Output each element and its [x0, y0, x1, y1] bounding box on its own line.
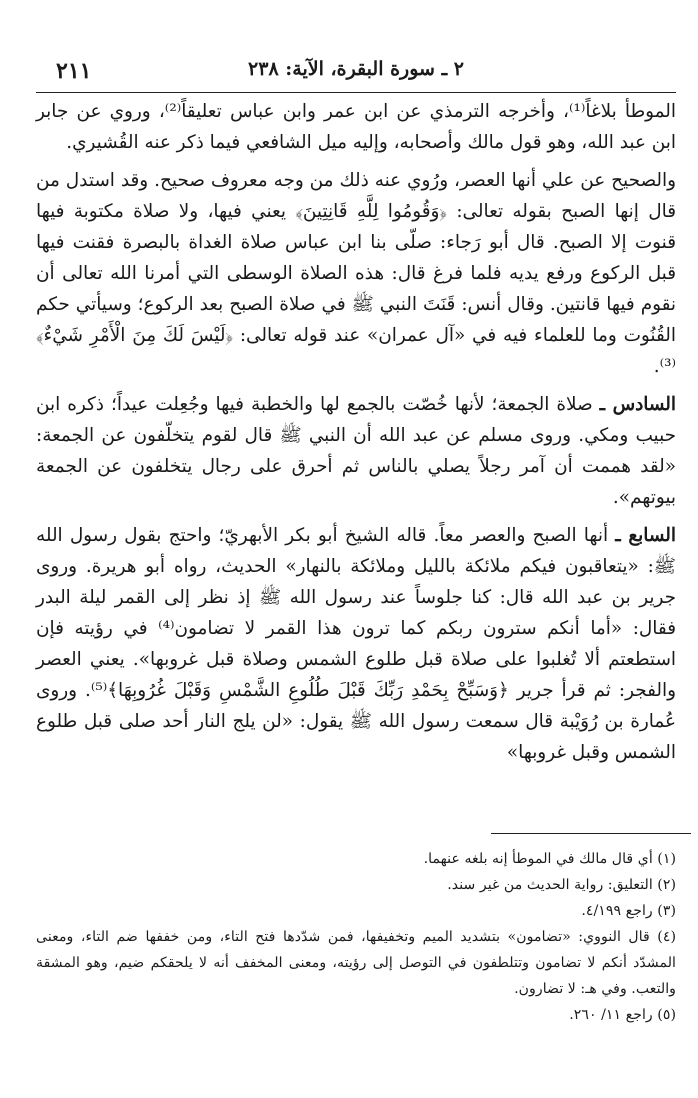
sixth-opinion-heading: السادس ـ	[599, 394, 676, 415]
paragraph-sixth-opinion	[36, 389, 676, 513]
seventh-opinion-text: أنها الصبح والعصر معاً. قاله الشيخ أبو بكر الأبهريّ؛ واحتج بقول رسول الله ﷺ: «يتعاقبون فيكم ملائكة بالليل وملائكة بالنهار» الحديث، رواه أبو هريرة. وروى جرير بن عبد الله قال: كنا جلوساً عند رسول الله ﷺ إذ نظر إلى القمر ليلة البدر فقال: «أما أنكم سترون ربكم كما ترون هذا القمر لا تضامون⁽⁴⁾ في رؤيته فإن استطعتم ألا تُغلبوا على صلاة قبل طلوع الشمس وصلاة قبل غروبها». يعني العصر والفجر: ثم قرأ جرير ﴿وَسَبِّحْ بِحَمْدِ رَبِّكَ قَبْلَ طُلُوعِ الشَّمْسِ وَقَبْلَ غُرُوبِهَا﴾⁽⁵⁾. وروى عُمارة بن رُوَيْبة قال سمعت رسول الله ﷺ يقول: «لن يلج النار أحد صلى قبل طلوع الشمس وقبل غروبها»	[36, 525, 676, 763]
book-page	[36, 56, 676, 1076]
footnote-1: (١) أي قال مالك في الموطأ إنه بلغه عنهما.	[423, 851, 676, 867]
main-text	[36, 96, 676, 768]
surah-verse-title: ٢ ـ سورة البقرة، الآية: ٢٣٨	[248, 58, 464, 80]
seventh-opinion-heading: السابع ـ	[615, 525, 676, 546]
paragraph-2: والصحيح عن علي أنها العصر، ورُوي عنه ذلك من وجه معروف صحيح. وقد استدل من قال إنها الصبح بقوله تعالى: ﴿وَقُومُوا لِلَّهِ قَانِتِينَ﴾ يعني فيها، ولا صلاة مكتوبة فيها قنوت إلا الصبح. قال أبو رَجاء: صلّى بنا ابن عباس صلاة الغداة بالبصرة فقنت فيها قبل الركوع ورفع يديه فلما فرغ قال: هذه الصلاة الوسطى التي أمرنا الله تعالى أن نقوم فيها قانتين. وقال أنس: قَنَتَ النبي ﷺ في صلاة الصبح بعد الركوع؛ وسيأتي حكم القُنُوت وما للعلماء فيه في «آل عمران» عند قوله تعالى: ﴿لَيْسَ لَكَ مِنَ الْأَمْرِ شَيْءٌ﴾⁽³⁾.	[36, 170, 676, 377]
footnote-4: (٤) قال النووي: «تضامون» بتشديد الميم وتخفيفها، فمن شدّدها فتح التاء، ومن خففها ضم التاء، ومعنى المشدّد أنكم لا تضامون وتتلطفون في التوصل إلى رؤيته، ومعنى المخفف أنه لا يلحقكم ضيم، وهو المشقة والتعب. وفي هـ: لا تضارون.	[36, 929, 676, 997]
footnote-2: (٢) التعليق: رواية الحديث من غير سند.	[447, 877, 676, 893]
footnote-5: (٥) راجع ١١/ ٢٦٠.	[569, 1007, 676, 1023]
paragraph-1: الموطأ بلاغاً⁽¹⁾، وأخرجه الترمذي عن ابن عمر وابن عباس تعليقاً⁽²⁾، وروي عن جابر ابن عبد الله، وهو قول مالك وأصحابه، وإليه ميل الشافعي فيما ذكر عنه القُشيري.	[36, 101, 676, 153]
running-header	[36, 56, 676, 93]
footnote-3: (٣) راجع ٤/١٩٩.	[581, 903, 676, 919]
footnote-separator	[491, 833, 691, 834]
page-number: ٢١١	[56, 58, 92, 84]
sixth-opinion-text: صلاة الجمعة؛ لأنها خُصّت بالجمع لها والخطبة فيها وجُعِلت عيداً؛ ذكره ابن حبيب ومكي. وروى مسلم عن عبد الله أن النبي ﷺ قال لقوم يتخلّفون عن الجمعة: «لقد هممت أن آمر رجلاً يصلي بالناس ثم أحرق على رجال يتخلفون عن الجمعة بيوتهم».	[36, 394, 676, 508]
paragraph-seventh-opinion	[36, 520, 676, 768]
footnotes	[36, 846, 676, 1028]
